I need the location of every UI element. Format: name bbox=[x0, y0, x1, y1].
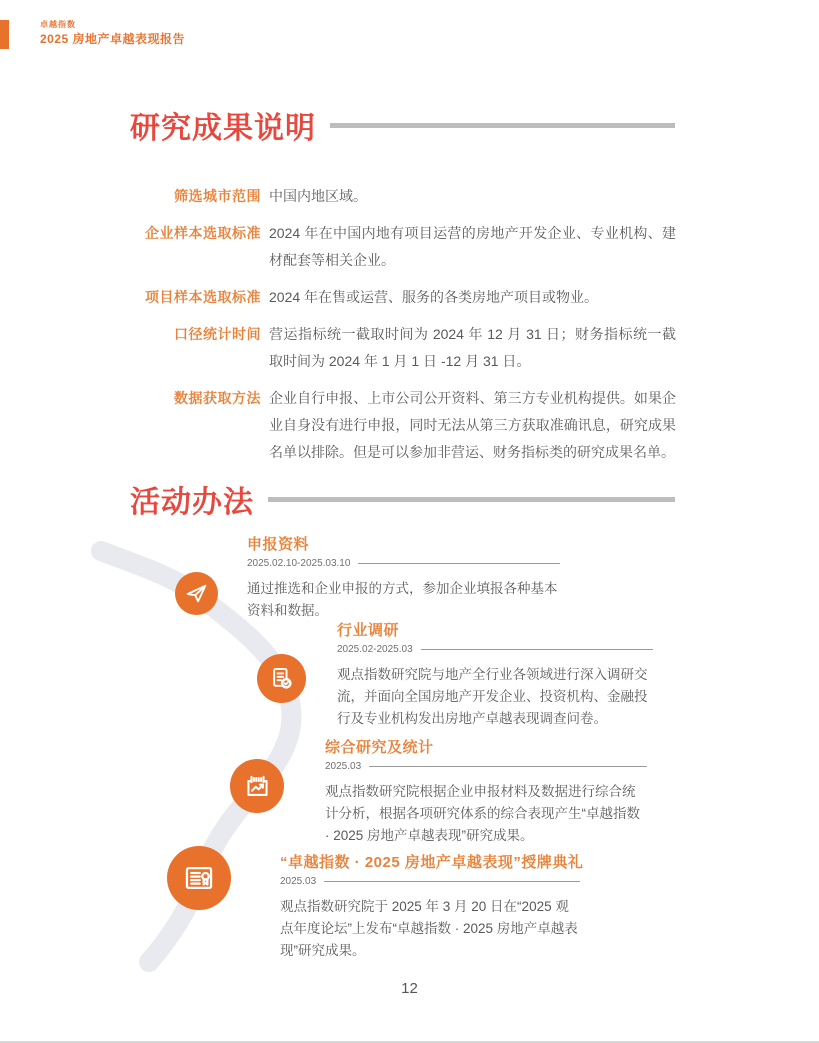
criteria-text: 2024 年在中国内地有项目运营的房地产开发企业、专业机构、建材配套等相关企业。 bbox=[269, 225, 676, 268]
step-title: 申报资料 bbox=[247, 536, 310, 553]
step-date: 2025.02-2025.03 bbox=[337, 644, 413, 655]
brand-name: 卓越指数 bbox=[40, 20, 76, 29]
criteria-label: 口径统计时间 bbox=[174, 326, 261, 342]
brand-logo bbox=[40, 21, 185, 45]
criteria-label: 项目样本选取标准 bbox=[145, 289, 261, 305]
criteria-text: 2024 年在售或运营、服务的各类房地产项目或物业。 bbox=[269, 289, 599, 305]
section-research-notes-heading bbox=[130, 103, 675, 147]
step-description: 观点指数研究院与地产全行业各领域进行深入调研交流，并面向全国房地产开发企业、投资机构、金融投行及专业机构发出房地产卓越表现调查问卷。 bbox=[337, 667, 648, 726]
brand-accent-bar bbox=[0, 20, 9, 49]
section-activity-method-heading bbox=[130, 477, 675, 521]
criteria-label: 数据获取方法 bbox=[174, 390, 261, 406]
calendar-chart-icon bbox=[230, 759, 284, 813]
step-title: 行业调研 bbox=[337, 622, 400, 639]
step-date: 2025.03 bbox=[280, 876, 317, 887]
timeline-step-declaration bbox=[247, 533, 560, 622]
criteria-text: 企业自行申报、上市公司公开资料、第三方专业机构提供。如果企业自身没有进行申报，同时无法从第三方获取准确讯息，研究成果名单以排除。但是可以参加非营运、财务指标类的研究成果名单。 bbox=[269, 390, 676, 460]
section-title: 研究成果说明 bbox=[130, 112, 316, 145]
date-rule bbox=[324, 881, 580, 882]
page-number: 12 bbox=[401, 980, 418, 997]
section-title: 活动办法 bbox=[130, 486, 254, 519]
timeline-step-comprehensive-study bbox=[325, 736, 647, 847]
timeline-step-industry-research bbox=[337, 619, 653, 730]
heading-rule bbox=[268, 497, 675, 502]
heading-rule bbox=[330, 123, 675, 128]
date-rule bbox=[421, 649, 653, 650]
timeline-step-award-ceremony bbox=[280, 851, 584, 962]
step-date-row bbox=[337, 644, 653, 655]
step-date: 2025.03 bbox=[325, 761, 362, 772]
step-title: “卓越指数 · 2025 房地产卓越表现”授牌典礼 bbox=[280, 854, 584, 871]
step-date-row bbox=[247, 558, 560, 569]
survey-check-icon bbox=[257, 654, 306, 703]
criteria-text: 中国内地区域。 bbox=[269, 188, 367, 204]
step-description: 观点指数研究院根据企业申报材料及数据进行综合统计分析，根据各项研究体系的综合表现产生“卓越指数 · 2025 房地产卓越表现”研究成果。 bbox=[325, 784, 640, 843]
certificate-icon bbox=[167, 846, 231, 910]
criteria-label: 筛选城市范围 bbox=[174, 188, 261, 204]
report-title: 2025 房地产卓越表现报告 bbox=[40, 32, 186, 46]
criteria-list bbox=[130, 183, 676, 466]
step-description: 观点指数研究院于 2025 年 3 月 20 日在“2025 观点年度论坛”上发布“卓越指数 · 2025 房地产卓越表现”研究成果。 bbox=[280, 899, 578, 958]
step-date: 2025.02.10-2025.03.10 bbox=[247, 558, 351, 569]
step-title: 综合研究及统计 bbox=[325, 739, 434, 756]
date-rule bbox=[369, 766, 647, 767]
step-date-row bbox=[325, 761, 647, 772]
criteria-text: 营运指标统一截取时间为 2024 年 12 月 31 日；财务指标统一截取时间为 2024 年 1 月 1 日 -12 月 31 日。 bbox=[269, 326, 676, 369]
step-date-row bbox=[280, 876, 580, 887]
paper-plane-icon bbox=[175, 572, 218, 615]
step-description: 通过推选和企业申报的方式，参加企业填报各种基本资料和数据。 bbox=[247, 581, 558, 618]
criteria-label: 企业样本选取标准 bbox=[145, 225, 261, 241]
date-rule bbox=[358, 563, 560, 564]
